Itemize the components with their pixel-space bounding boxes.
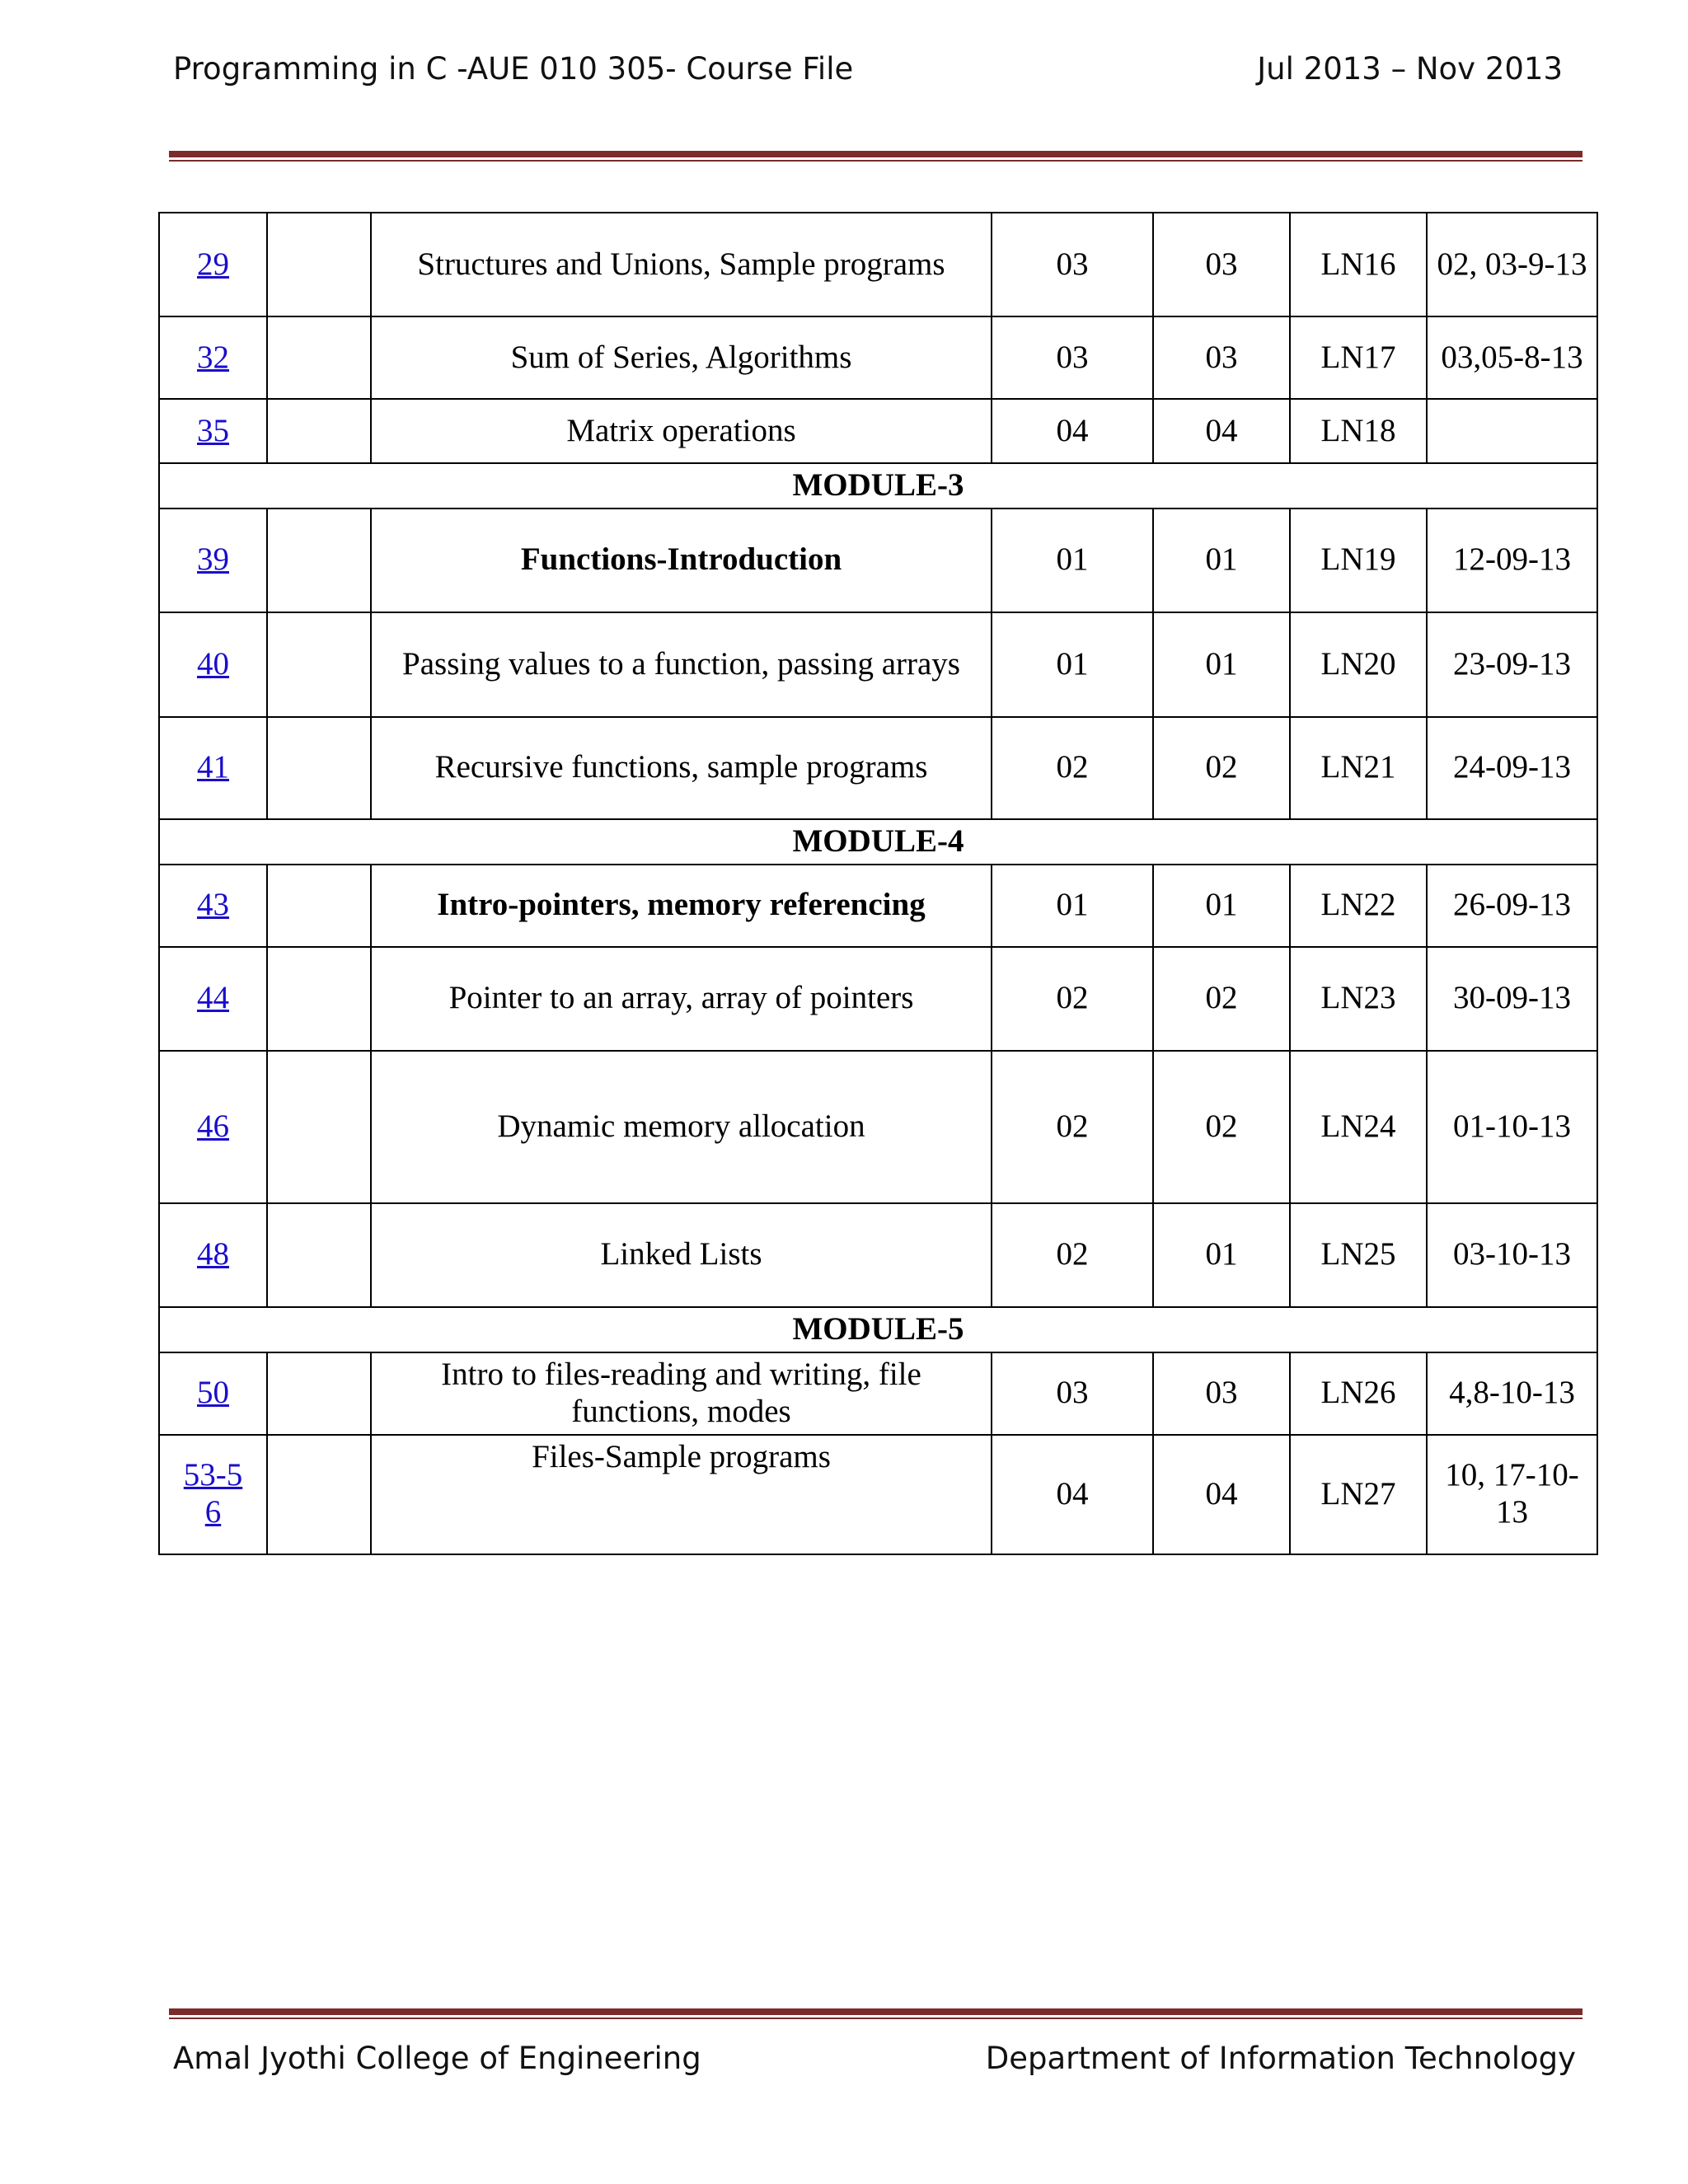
lecture-note-cell: LN19 (1290, 509, 1427, 612)
module-header-row (159, 463, 1597, 509)
lecture-note-cell: LN20 (1290, 612, 1427, 717)
actual-hours-cell: 04 (1153, 1435, 1290, 1554)
module-title: MODULE-5 (159, 1307, 1597, 1352)
page-link[interactable]: 48 (197, 1236, 229, 1272)
table-row (159, 1203, 1597, 1307)
actual-hours-cell: 03 (1153, 213, 1290, 316)
date-cell: 03,05-8-13 (1427, 316, 1597, 399)
page-number-cell (159, 213, 267, 316)
date-cell: 4,8-10-13 (1427, 1352, 1597, 1435)
actual-hours-cell: 02 (1153, 1051, 1290, 1203)
page-link[interactable]: 35 (197, 412, 229, 448)
page-number-cell (159, 1352, 267, 1435)
table-row (159, 947, 1597, 1051)
planned-hours-cell: 02 (992, 1051, 1153, 1203)
module-header-row (159, 1307, 1597, 1352)
table-row (159, 316, 1597, 399)
lecture-note-cell: LN23 (1290, 947, 1427, 1051)
date-cell: 12-09-13 (1427, 509, 1597, 612)
header-rule (169, 151, 1582, 162)
topic-cell: Linked Lists (371, 1203, 992, 1307)
actual-hours-cell: 01 (1153, 509, 1290, 612)
empty-cell (267, 717, 371, 819)
module-title: MODULE-3 (159, 463, 1597, 509)
table-row (159, 1435, 1597, 1554)
page-link[interactable]: 32 (197, 339, 229, 375)
empty-cell (267, 1203, 371, 1307)
empty-cell (267, 1435, 371, 1554)
lesson-plan-body (159, 213, 1597, 1554)
actual-hours-cell: 01 (1153, 865, 1290, 947)
page-link[interactable]: 29 (197, 246, 229, 282)
actual-hours-cell: 04 (1153, 399, 1290, 463)
planned-hours-cell: 03 (992, 316, 1153, 399)
page-link[interactable]: 46 (197, 1108, 229, 1144)
header-semester-dates: Jul 2013 – Nov 2013 (1257, 51, 1563, 87)
date-cell: 01-10-13 (1427, 1051, 1597, 1203)
topic-cell: Functions-Introduction (371, 509, 992, 612)
date-cell: 24-09-13 (1427, 717, 1597, 819)
actual-hours-cell: 01 (1153, 1203, 1290, 1307)
lecture-note-cell: LN18 (1290, 399, 1427, 463)
footer-rule (169, 2008, 1582, 2019)
date-cell: 02, 03-9-13 (1427, 213, 1597, 316)
planned-hours-cell: 01 (992, 509, 1153, 612)
empty-cell (267, 1051, 371, 1203)
table-row (159, 717, 1597, 819)
page-number-cell (159, 717, 267, 819)
page-number-cell (159, 1435, 267, 1554)
empty-cell (267, 399, 371, 463)
empty-cell (267, 509, 371, 612)
lecture-note-cell: LN17 (1290, 316, 1427, 399)
page-link[interactable]: 50 (197, 1375, 229, 1411)
topic-cell: Sum of Series, Algorithms (371, 316, 992, 399)
topic-cell: Structures and Unions, Sample programs (371, 213, 992, 316)
topic-cell: Intro-pointers, memory referencing (371, 865, 992, 947)
table-row (159, 865, 1597, 947)
page-link[interactable]: 43 (197, 887, 229, 923)
topic-cell: Dynamic memory allocation (371, 1051, 992, 1203)
footer-department-name: Department of Information Technology (985, 2041, 1576, 2076)
planned-hours-cell: 03 (992, 1352, 1153, 1435)
date-cell: 10, 17-10-13 (1427, 1435, 1597, 1554)
module-title: MODULE-4 (159, 819, 1597, 865)
topic-cell: Matrix operations (371, 399, 992, 463)
table-row (159, 399, 1597, 463)
page-link[interactable]: 41 (197, 749, 229, 785)
table-row (159, 1352, 1597, 1435)
planned-hours-cell: 02 (992, 947, 1153, 1051)
empty-cell (267, 947, 371, 1051)
empty-cell (267, 316, 371, 399)
planned-hours-cell: 04 (992, 1435, 1153, 1554)
page-link[interactable]: 44 (197, 980, 229, 1016)
footer-college-name: Amal Jyothi College of Engineering (173, 2041, 701, 2076)
page-number-cell (159, 399, 267, 463)
empty-cell (267, 1352, 371, 1435)
date-cell: 23-09-13 (1427, 612, 1597, 717)
page-link[interactable]: 53-56 (183, 1457, 243, 1530)
table-row (159, 213, 1597, 316)
lecture-note-cell: LN24 (1290, 1051, 1427, 1203)
lecture-note-cell: LN27 (1290, 1435, 1427, 1554)
topic-cell: Intro to files-reading and writing, file functions, modes (371, 1352, 992, 1435)
lecture-note-cell: LN25 (1290, 1203, 1427, 1307)
page-number-cell (159, 612, 267, 717)
planned-hours-cell: 01 (992, 865, 1153, 947)
actual-hours-cell: 01 (1153, 612, 1290, 717)
actual-hours-cell: 03 (1153, 316, 1290, 399)
actual-hours-cell: 03 (1153, 1352, 1290, 1435)
empty-cell (267, 612, 371, 717)
page-number-cell (159, 1203, 267, 1307)
table-row (159, 509, 1597, 612)
header-course-title: Programming in C -AUE 010 305- Course File (173, 51, 854, 87)
actual-hours-cell: 02 (1153, 947, 1290, 1051)
date-cell: 26-09-13 (1427, 865, 1597, 947)
page-number-cell (159, 865, 267, 947)
lecture-note-cell: LN22 (1290, 865, 1427, 947)
page-number-cell (159, 1051, 267, 1203)
lesson-plan-table (158, 212, 1598, 1555)
date-cell: 03-10-13 (1427, 1203, 1597, 1307)
actual-hours-cell: 02 (1153, 717, 1290, 819)
module-header-row (159, 819, 1597, 865)
topic-cell: Passing values to a function, passing arrays (371, 612, 992, 717)
lecture-note-cell: LN26 (1290, 1352, 1427, 1435)
table-row (159, 1051, 1597, 1203)
topic-cell: Files-Sample programs (371, 1435, 992, 1554)
empty-cell (267, 865, 371, 947)
date-cell: 30-09-13 (1427, 947, 1597, 1051)
lecture-note-cell: LN16 (1290, 213, 1427, 316)
page-number-cell (159, 316, 267, 399)
page-number-cell (159, 947, 267, 1051)
empty-cell (267, 213, 371, 316)
page-link[interactable]: 39 (197, 541, 229, 578)
planned-hours-cell: 03 (992, 213, 1153, 316)
topic-cell: Pointer to an array, array of pointers (371, 947, 992, 1051)
planned-hours-cell: 02 (992, 1203, 1153, 1307)
planned-hours-cell: 01 (992, 612, 1153, 717)
lecture-note-cell: LN21 (1290, 717, 1427, 819)
page-number-cell (159, 509, 267, 612)
planned-hours-cell: 02 (992, 717, 1153, 819)
table-row (159, 612, 1597, 717)
topic-cell: Recursive functions, sample programs (371, 717, 992, 819)
date-cell (1427, 399, 1597, 463)
page-link[interactable]: 40 (197, 645, 229, 682)
planned-hours-cell: 04 (992, 399, 1153, 463)
